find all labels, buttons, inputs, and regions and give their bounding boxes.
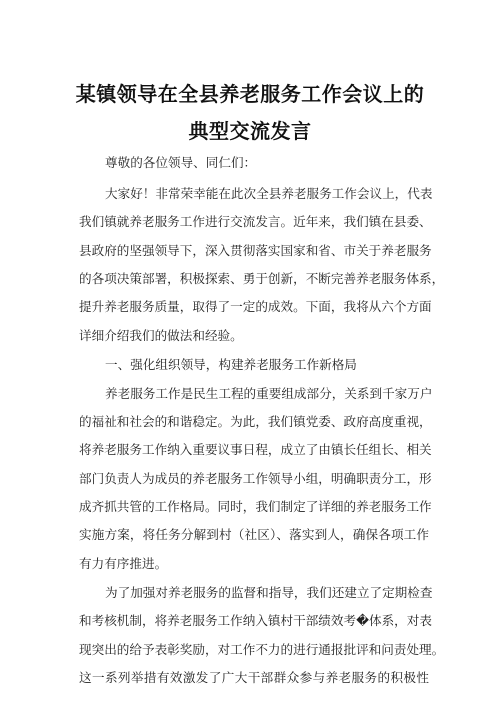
paragraph-line: 养老服务工作是民生工程的重要组成部分，关系到千家万户	[105, 386, 433, 401]
document-title-line-2: 典型交流发言	[188, 119, 312, 143]
paragraph-line: 县政府的坚强领导下，深入贯彻落实国家和省、市关于养老服务	[79, 243, 432, 258]
paragraph-line: 大家好！非常荣幸能在此次全县养老服务工作会议上，代表	[105, 186, 433, 201]
paragraph-line: 将养老服务工作纳入重要议事日程，成立了由镇长任组长、相关	[79, 442, 432, 457]
paragraph-line: 有力有序推进。	[79, 556, 168, 571]
paragraph-line: 详细介绍我们的做法和经验。	[79, 328, 243, 343]
paragraph-line: 的各项决策部署，积极探索、勇于创新，不断完善养老服务体系，	[79, 271, 445, 286]
section-heading: 一、强化组织领导，构建养老服务工作新格局	[105, 357, 357, 372]
paragraph-line: 的福祉和社会的和谐稳定。为此，我们镇党委、政府高度重视，	[79, 414, 432, 429]
paragraph-line: 提升养老服务质量，取得了一定的成效。下面，我将从六个方面	[79, 299, 432, 314]
paragraph-line: 和考核机制，将养老服务工作纳入镇村干部绩效考�体系，对表	[79, 613, 432, 628]
document-title-line-1: 某镇领导在全县养老服务工作会议上的	[75, 82, 425, 106]
paragraph-line: 这一系列举措有效激发了广大干部群众参与养老服务的积极性	[79, 670, 429, 685]
paragraph-line: 成齐抓共管的工作格局。同时，我们制定了详细的养老服务工作	[79, 499, 432, 514]
paragraph-line: 实施方案，将任务分解到村（社区）、落实到人，确保各项工作	[79, 527, 429, 542]
paragraph-line: 部门负责人为成员的养老服务工作领导小组，明确职责分工，形	[79, 471, 432, 486]
salutation: 尊敬的各位领导、同仁们：	[105, 155, 257, 170]
paragraph-line: 我们镇就养老服务工作进行交流发言。近年来，我们镇在县委、	[79, 214, 432, 229]
paragraph-line: 为了加强对养老服务的监督和指导，我们还建立了定期检查	[105, 585, 433, 600]
paragraph-line: 现突出的给予表彰奖励，对工作不力的进行通报批评和问责处理。	[79, 642, 445, 657]
